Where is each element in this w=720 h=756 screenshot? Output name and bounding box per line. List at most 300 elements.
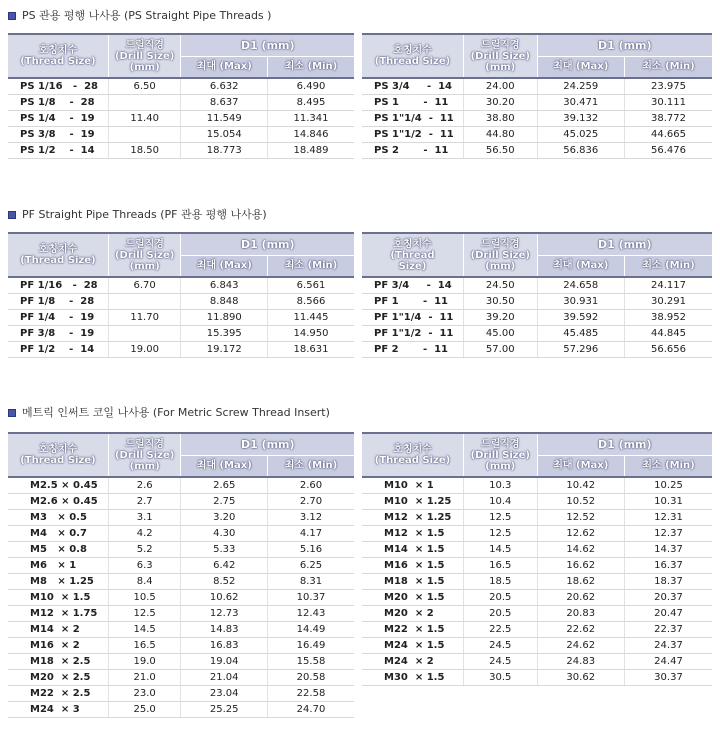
thread-size-cell: PF 1"1/2 - 11 [362, 326, 464, 342]
ps-table-right [362, 33, 712, 159]
header-drill-size-line: (Drill Size) [470, 449, 530, 461]
header-max: 최대 (Max) [181, 56, 268, 78]
d1-min-cell: 24.117 [625, 277, 713, 294]
d1-max-cell: 45.025 [537, 127, 625, 143]
header-drill-size-line: 드릴직경 [480, 39, 520, 51]
drill-size-cell: 11.70 [108, 310, 181, 326]
d1-max-cell: 5.33 [181, 542, 268, 558]
drill-size-cell: 4.2 [108, 526, 181, 542]
thread-size-cell: M5 × 0.8 [8, 542, 108, 558]
drill-size-cell [108, 294, 181, 310]
header-thread-size-line: 호칭치수 [38, 244, 78, 255]
thread-size-cell: M20 × 1.5 [362, 590, 464, 606]
d1-max-cell: 10.62 [181, 590, 268, 606]
table-row [8, 702, 354, 718]
thread-size-cell: M20 × 2 [362, 606, 464, 622]
drill-size-cell: 16.5 [464, 558, 538, 574]
drill-size-cell: 19.0 [108, 654, 181, 670]
table-row [362, 558, 712, 574]
header-d1: D1 (mm) [181, 433, 354, 455]
drill-size-cell: 24.5 [464, 638, 538, 654]
thread-size-cell: M3 × 0.5 [8, 510, 108, 526]
thread-size-cell: PF 2 - 11 [362, 342, 464, 358]
d1-max-cell: 4.30 [181, 526, 268, 542]
section-title-metric [8, 405, 330, 421]
thread-size-cell: PS 1"1/4 - 11 [362, 111, 464, 127]
header-min: 최소 (Min) [267, 455, 354, 477]
d1-max-cell: 16.83 [181, 638, 268, 654]
d1-max-cell: 8.637 [181, 95, 268, 111]
drill-size-cell: 2.6 [108, 477, 181, 494]
table-row [362, 542, 712, 558]
square-bullet-icon [8, 211, 16, 219]
square-bullet-icon [8, 12, 16, 20]
thread-size-cell: PS 1/4 - 19 [8, 111, 108, 127]
header-thread-size-line: (Thread Size) [20, 56, 96, 67]
drill-size-cell: 12.5 [464, 510, 538, 526]
d1-min-cell: 20.47 [625, 606, 713, 622]
table-row [362, 310, 712, 326]
thread-size-cell: PF 1/2 - 14 [8, 342, 108, 358]
table-row [8, 310, 354, 326]
thread-size-cell: M10 × 1.5 [8, 590, 108, 606]
table-row [362, 477, 712, 494]
header-thread-size [362, 233, 464, 277]
d1-max-cell: 56.836 [537, 143, 625, 159]
drill-size-cell: 25.0 [108, 702, 181, 718]
table-row [8, 477, 354, 494]
table-row [8, 574, 354, 590]
thread-size-cell: M10 × 1.25 [362, 494, 464, 510]
d1-min-cell: 20.58 [267, 670, 354, 686]
d1-max-cell: 57.296 [537, 342, 625, 358]
table-row [8, 638, 354, 654]
d1-max-cell: 12.62 [537, 526, 625, 542]
drill-size-cell: 6.50 [108, 78, 181, 95]
thread-size-cell: M30 × 1.5 [362, 670, 464, 686]
drill-size-cell: 6.3 [108, 558, 181, 574]
d1-max-cell: 10.52 [537, 494, 625, 510]
d1-min-cell: 8.566 [267, 294, 354, 310]
d1-min-cell: 22.58 [267, 686, 354, 702]
table-row [8, 494, 354, 510]
header-thread-size-line: (Thread [390, 249, 435, 261]
thread-size-cell: M24 × 2 [362, 654, 464, 670]
thread-size-cell: PF 3/8 - 19 [8, 326, 108, 342]
header-drill-size-line: 드릴직경 [125, 39, 164, 51]
d1-min-cell: 30.291 [625, 294, 713, 310]
header-drill-size [108, 34, 181, 78]
thread-size-cell: M6 × 1 [8, 558, 108, 574]
thread-size-cell: PF 3/4 - 14 [362, 277, 464, 294]
drill-size-cell: 45.00 [464, 326, 538, 342]
d1-max-cell: 24.259 [537, 78, 625, 95]
drill-size-cell: 12.5 [464, 526, 538, 542]
header-thread-size-line: (Thread Size) [20, 455, 96, 466]
d1-max-cell: 6.42 [181, 558, 268, 574]
header-max: 최대 (Max) [537, 56, 625, 78]
table-row [362, 277, 712, 294]
d1-min-cell: 10.31 [625, 494, 713, 510]
drill-size-cell [108, 127, 181, 143]
header-thread-size-line: (Thread Size) [374, 455, 451, 466]
header-min: 최소 (Min) [625, 56, 713, 78]
header-min: 최소 (Min) [267, 56, 354, 78]
d1-max-cell: 8.52 [181, 574, 268, 590]
header-d1: D1 (mm) [181, 34, 354, 56]
d1-max-cell: 25.25 [181, 702, 268, 718]
d1-max-cell: 20.83 [537, 606, 625, 622]
d1-max-cell: 22.62 [537, 622, 625, 638]
thread-size-cell: M14 × 2 [8, 622, 108, 638]
thread-size-cell: M18 × 1.5 [362, 574, 464, 590]
d1-min-cell: 6.561 [267, 277, 354, 294]
drill-size-cell: 18.5 [464, 574, 538, 590]
table-row [362, 143, 712, 159]
table-row [362, 326, 712, 342]
thread-size-cell: M12 × 1.25 [362, 510, 464, 526]
drill-size-cell: 56.50 [464, 143, 538, 159]
header-min: 최소 (Min) [267, 255, 354, 277]
thread-size-cell: M12 × 1.75 [8, 606, 108, 622]
drill-size-cell: 44.80 [464, 127, 538, 143]
thread-size-cell: M8 × 1.25 [8, 574, 108, 590]
d1-max-cell: 24.658 [537, 277, 625, 294]
d1-min-cell: 10.25 [625, 477, 713, 494]
header-drill-size-line: (Drill Size) [470, 249, 530, 261]
section-title-pf [8, 207, 267, 223]
header-thread-size-line: 호칭치수 [38, 45, 78, 56]
ps-table-left [8, 33, 354, 159]
table-row [362, 574, 712, 590]
table-row [362, 654, 712, 670]
d1-max-cell: 11.890 [181, 310, 268, 326]
table-row [8, 143, 354, 159]
section-title-text: PF Straight Pipe Threads (PF 관용 평행 나사용) [22, 208, 267, 221]
header-thread-size [362, 34, 464, 78]
header-drill-size-line: (mm) [129, 460, 160, 472]
thread-size-cell: PS 1"1/2 - 11 [362, 127, 464, 143]
thread-size-cell: M2.6 × 0.45 [8, 494, 108, 510]
drill-size-cell: 30.20 [464, 95, 538, 111]
d1-min-cell: 23.975 [625, 78, 713, 95]
d1-max-cell: 39.132 [537, 111, 625, 127]
header-drill-size-line: (Drill Size) [470, 50, 530, 62]
header-thread-size [8, 233, 108, 277]
d1-max-cell: 30.471 [537, 95, 625, 111]
thread-size-cell: M2.5 × 0.45 [8, 477, 108, 494]
header-drill-size-line: (mm) [485, 260, 516, 272]
d1-min-cell: 22.37 [625, 622, 713, 638]
drill-size-cell [108, 95, 181, 111]
thread-size-cell: M16 × 2 [8, 638, 108, 654]
header-drill-size-line: (mm) [485, 61, 516, 73]
metric-table-right [362, 432, 712, 686]
d1-min-cell: 3.12 [267, 510, 354, 526]
header-thread-size [8, 433, 108, 477]
d1-max-cell: 39.592 [537, 310, 625, 326]
thread-size-cell: PF 1 - 11 [362, 294, 464, 310]
thread-size-cell: PS 3/4 - 14 [362, 78, 464, 95]
header-d1: D1 (mm) [537, 233, 712, 255]
thread-size-cell: M10 × 1 [362, 477, 464, 494]
d1-max-cell: 45.485 [537, 326, 625, 342]
d1-min-cell: 44.845 [625, 326, 713, 342]
drill-size-cell: 10.5 [108, 590, 181, 606]
header-drill-size [464, 433, 538, 477]
header-drill-size-line: 드릴직경 [125, 438, 164, 450]
drill-size-cell: 24.50 [464, 277, 538, 294]
drill-size-cell: 24.5 [464, 654, 538, 670]
thread-size-cell: PS 3/8 - 19 [8, 127, 108, 143]
table-row [8, 342, 354, 358]
table-row [8, 526, 354, 542]
d1-max-cell: 19.04 [181, 654, 268, 670]
header-drill-size [108, 433, 181, 477]
d1-min-cell: 38.952 [625, 310, 713, 326]
d1-min-cell: 30.37 [625, 670, 713, 686]
d1-max-cell: 6.632 [181, 78, 268, 95]
d1-min-cell: 14.846 [267, 127, 354, 143]
d1-min-cell: 8.495 [267, 95, 354, 111]
header-thread-size-line: 호칭치수 [393, 444, 432, 455]
d1-min-cell: 18.37 [625, 574, 713, 590]
d1-max-cell: 24.62 [537, 638, 625, 654]
thread-size-cell: M4 × 0.7 [8, 526, 108, 542]
table-row [8, 686, 354, 702]
table-row [8, 510, 354, 526]
drill-size-cell: 14.5 [464, 542, 538, 558]
thread-size-cell: M16 × 1.5 [362, 558, 464, 574]
drill-size-cell: 57.00 [464, 342, 538, 358]
d1-min-cell: 12.43 [267, 606, 354, 622]
d1-min-cell: 16.49 [267, 638, 354, 654]
d1-min-cell: 6.25 [267, 558, 354, 574]
thread-size-cell: PF 1"1/4 - 11 [362, 310, 464, 326]
d1-max-cell: 2.75 [181, 494, 268, 510]
d1-max-cell: 15.054 [181, 127, 268, 143]
d1-min-cell: 15.58 [267, 654, 354, 670]
header-thread-size-line: 호칭치수 [393, 45, 432, 56]
d1-max-cell: 18.773 [181, 143, 268, 159]
drill-size-cell: 16.5 [108, 638, 181, 654]
thread-size-cell: M20 × 2.5 [8, 670, 108, 686]
thread-size-cell: PS 2 - 11 [362, 143, 464, 159]
drill-size-cell: 39.20 [464, 310, 538, 326]
table-row [362, 494, 712, 510]
header-max: 최대 (Max) [537, 255, 625, 277]
d1-max-cell: 12.52 [537, 510, 625, 526]
d1-min-cell: 18.631 [267, 342, 354, 358]
table-row [8, 277, 354, 294]
d1-max-cell: 14.83 [181, 622, 268, 638]
table-row [8, 326, 354, 342]
header-thread-size-line: Size) [398, 260, 427, 272]
d1-min-cell: 20.37 [625, 590, 713, 606]
table-row [362, 670, 712, 686]
thread-size-cell: PS 1/16 - 28 [8, 78, 108, 95]
d1-min-cell: 2.60 [267, 477, 354, 494]
drill-size-cell: 21.0 [108, 670, 181, 686]
drill-size-cell: 19.00 [108, 342, 181, 358]
d1-min-cell: 24.47 [625, 654, 713, 670]
d1-max-cell: 21.04 [181, 670, 268, 686]
d1-min-cell: 12.37 [625, 526, 713, 542]
d1-max-cell: 11.549 [181, 111, 268, 127]
d1-min-cell: 6.490 [267, 78, 354, 95]
header-drill-size-line: (mm) [485, 460, 516, 472]
square-bullet-icon [8, 409, 16, 417]
d1-min-cell: 56.656 [625, 342, 713, 358]
header-drill-size-line: (Drill Size) [114, 449, 175, 461]
drill-size-cell: 3.1 [108, 510, 181, 526]
thread-size-cell: M18 × 2.5 [8, 654, 108, 670]
d1-min-cell: 10.37 [267, 590, 354, 606]
drill-size-cell [108, 326, 181, 342]
header-thread-size-line: (Thread Size) [374, 56, 451, 67]
header-drill-size-line: 드릴직경 [125, 238, 164, 250]
drill-size-cell: 8.4 [108, 574, 181, 590]
thread-size-cell: PS 1/2 - 14 [8, 143, 108, 159]
table-row [8, 542, 354, 558]
drill-size-cell: 10.4 [464, 494, 538, 510]
d1-min-cell: 56.476 [625, 143, 713, 159]
table-row [362, 590, 712, 606]
table-row [8, 111, 354, 127]
table-row [362, 95, 712, 111]
metric-table-left [8, 432, 354, 718]
d1-min-cell: 44.665 [625, 127, 713, 143]
table-row [362, 127, 712, 143]
header-drill-size [464, 233, 538, 277]
d1-min-cell: 14.950 [267, 326, 354, 342]
drill-size-cell: 12.5 [108, 606, 181, 622]
pf-table-right [362, 232, 712, 358]
table-row [362, 526, 712, 542]
table-row [362, 342, 712, 358]
header-drill-size-line: 드릴직경 [480, 438, 520, 450]
header-d1: D1 (mm) [537, 433, 712, 455]
header-drill-size-line: (mm) [129, 260, 160, 272]
header-min: 최소 (Min) [625, 455, 713, 477]
header-drill-size-line: (mm) [129, 61, 160, 73]
d1-max-cell: 16.62 [537, 558, 625, 574]
drill-size-cell: 11.40 [108, 111, 181, 127]
d1-max-cell: 30.62 [537, 670, 625, 686]
drill-size-cell: 23.0 [108, 686, 181, 702]
header-max: 최대 (Max) [537, 455, 625, 477]
table-row [8, 294, 354, 310]
d1-max-cell: 10.42 [537, 477, 625, 494]
table-row [362, 111, 712, 127]
table-row [8, 95, 354, 111]
d1-min-cell: 2.70 [267, 494, 354, 510]
table-row [362, 294, 712, 310]
d1-min-cell: 14.37 [625, 542, 713, 558]
section-title-text: 메트릭 인써트 코일 나사용 (For Metric Screw Thread Insert) [22, 406, 330, 419]
header-drill-size [464, 34, 538, 78]
header-max: 최대 (Max) [181, 455, 268, 477]
d1-max-cell: 15.395 [181, 326, 268, 342]
header-drill-size-line: (Drill Size) [114, 249, 175, 261]
header-thread-size-line: 호칭치수 [393, 238, 432, 250]
d1-max-cell: 12.73 [181, 606, 268, 622]
d1-max-cell: 23.04 [181, 686, 268, 702]
pf-table-left [8, 232, 354, 358]
header-d1: D1 (mm) [537, 34, 712, 56]
d1-max-cell: 8.848 [181, 294, 268, 310]
table-row [8, 654, 354, 670]
header-thread-size [362, 433, 464, 477]
drill-size-cell: 14.5 [108, 622, 181, 638]
table-row [362, 606, 712, 622]
drill-size-cell: 24.00 [464, 78, 538, 95]
thread-size-cell: M14 × 1.5 [362, 542, 464, 558]
thread-size-cell: PS 1/8 - 28 [8, 95, 108, 111]
d1-max-cell: 19.172 [181, 342, 268, 358]
thread-size-cell: M12 × 1.5 [362, 526, 464, 542]
table-row [8, 127, 354, 143]
header-drill-size-line: 드릴직경 [480, 238, 520, 250]
drill-size-cell: 20.5 [464, 606, 538, 622]
header-drill-size [108, 233, 181, 277]
d1-min-cell: 14.49 [267, 622, 354, 638]
d1-min-cell: 11.445 [267, 310, 354, 326]
table-row [362, 510, 712, 526]
header-d1: D1 (mm) [181, 233, 354, 255]
thread-size-cell: M24 × 3 [8, 702, 108, 718]
thread-size-cell: M22 × 2.5 [8, 686, 108, 702]
d1-min-cell: 4.17 [267, 526, 354, 542]
table-row [8, 590, 354, 606]
drill-size-cell: 10.3 [464, 477, 538, 494]
header-min: 최소 (Min) [625, 255, 713, 277]
drill-size-cell: 6.70 [108, 277, 181, 294]
d1-max-cell: 3.20 [181, 510, 268, 526]
d1-min-cell: 24.70 [267, 702, 354, 718]
header-thread-size-line: 호칭치수 [38, 444, 78, 455]
drill-size-cell: 18.50 [108, 143, 181, 159]
header-thread-size-line: (Thread Size) [20, 255, 96, 266]
d1-max-cell: 6.843 [181, 277, 268, 294]
d1-max-cell: 24.83 [537, 654, 625, 670]
header-thread-size [8, 34, 108, 78]
drill-size-cell: 22.5 [464, 622, 538, 638]
d1-min-cell: 38.772 [625, 111, 713, 127]
table-row [8, 558, 354, 574]
d1-min-cell: 18.489 [267, 143, 354, 159]
d1-max-cell: 20.62 [537, 590, 625, 606]
thread-size-cell: PF 1/16 - 28 [8, 277, 108, 294]
thread-size-cell: M24 × 1.5 [362, 638, 464, 654]
table-row [362, 622, 712, 638]
d1-min-cell: 16.37 [625, 558, 713, 574]
table-row [8, 670, 354, 686]
section-title-text: PS 관용 평행 나사용 (PS Straight Pipe Threads ) [22, 9, 272, 22]
thread-size-cell: M22 × 1.5 [362, 622, 464, 638]
d1-min-cell: 8.31 [267, 574, 354, 590]
d1-max-cell: 2.65 [181, 477, 268, 494]
thread-size-cell: PF 1/4 - 19 [8, 310, 108, 326]
drill-size-cell: 30.5 [464, 670, 538, 686]
d1-max-cell: 30.931 [537, 294, 625, 310]
table-row [8, 606, 354, 622]
header-drill-size-line: (Drill Size) [114, 50, 175, 62]
drill-size-cell: 20.5 [464, 590, 538, 606]
drill-size-cell: 2.7 [108, 494, 181, 510]
table-row [8, 78, 354, 95]
thread-size-cell: PS 1 - 11 [362, 95, 464, 111]
